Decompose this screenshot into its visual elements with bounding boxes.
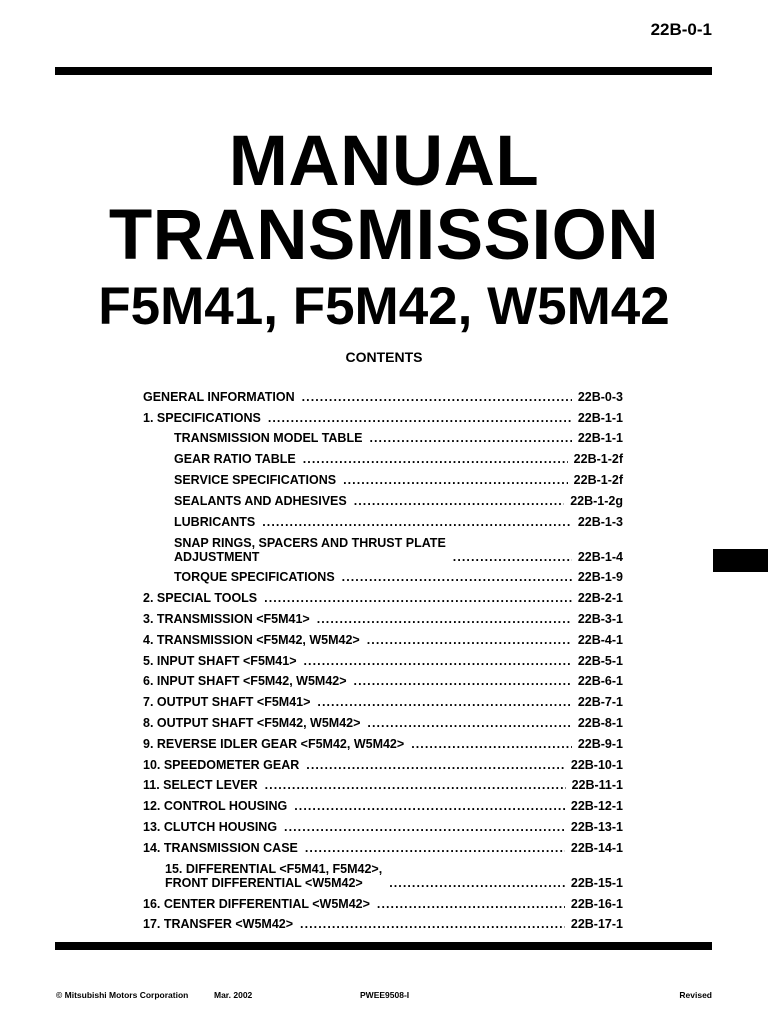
- table-of-contents: [143, 384, 623, 932]
- toc-entry[interactable]: [143, 467, 623, 488]
- toc-entry-title: GENERAL INFORMATION: [143, 389, 295, 404]
- toc-entry[interactable]: [143, 565, 623, 586]
- footer-document-code: PWEE9508-I: [360, 990, 410, 1000]
- toc-entry-page: 22B-10-1: [570, 757, 623, 772]
- toc-entry-title: 14. TRANSMISSION CASE: [143, 840, 298, 855]
- footer-copyright: © Mitsubishi Motors Corporation: [56, 990, 189, 1000]
- toc-dot-leader: [377, 897, 565, 911]
- toc-entry-page: 22B-2-1: [577, 591, 623, 606]
- toc-dot-leader: [367, 633, 572, 647]
- toc-entry-page: 22B-0-3: [577, 389, 623, 404]
- title-line-1: MANUAL: [228, 122, 540, 201]
- toc-dot-leader: [294, 799, 565, 813]
- toc-entry-title: GEAR RATIO TABLE: [174, 452, 296, 467]
- toc-entry-page: 22B-8-1: [577, 715, 623, 730]
- title-models: F5M41, F5M42, W5M42: [98, 277, 670, 336]
- toc-dot-leader: [354, 674, 572, 688]
- toc-dot-leader: [304, 654, 572, 668]
- toc-dot-leader: [317, 612, 572, 626]
- toc-dot-leader: [343, 473, 568, 487]
- toc-dot-leader: [453, 550, 572, 564]
- toc-dot-leader: [305, 841, 565, 855]
- toc-entry-title: 16. CENTER DIFFERENTIAL <W5M42>: [143, 896, 370, 911]
- toc-entry-page: 22B-1-1: [577, 431, 623, 446]
- toc-dot-leader: [389, 876, 565, 890]
- toc-entry[interactable]: [143, 835, 623, 856]
- top-rule: [55, 67, 712, 75]
- toc-entry-title: 1. SPECIFICATIONS: [143, 410, 261, 425]
- toc-entry-title: 10. SPEEDOMETER GEAR: [143, 757, 300, 772]
- toc-entry-page: 22B-6-1: [577, 674, 623, 689]
- toc-dot-leader: [303, 452, 568, 466]
- toc-dot-leader: [317, 695, 571, 709]
- toc-dot-leader: [268, 411, 572, 425]
- toc-dot-leader: [302, 390, 572, 404]
- toc-entry[interactable]: [143, 405, 623, 426]
- toc-entry[interactable]: [143, 912, 623, 933]
- toc-dot-leader: [354, 494, 564, 508]
- toc-entry-title: SERVICE SPECIFICATIONS: [174, 472, 337, 487]
- toc-entry[interactable]: [143, 689, 623, 710]
- toc-entry-page: 22B-4-1: [577, 632, 623, 647]
- toc-entry-page: 22B-16-1: [570, 896, 623, 911]
- toc-dot-leader: [265, 778, 566, 792]
- toc-dot-leader: [284, 820, 565, 834]
- toc-entry[interactable]: [143, 731, 623, 752]
- toc-entry-title: TRANSMISSION MODEL TABLE: [174, 431, 363, 446]
- toc-entry-title: LUBRICANTS: [174, 514, 256, 529]
- toc-entry-page: 22B-1-9: [577, 570, 623, 585]
- toc-entry-title: 7. OUTPUT SHAFT <F5M41>: [143, 695, 311, 710]
- toc-entry-page: 22B-1-4: [577, 549, 623, 564]
- toc-entry[interactable]: [143, 509, 623, 530]
- toc-entry[interactable]: [143, 773, 623, 794]
- toc-entry-page: 22B-1-1: [577, 410, 623, 425]
- toc-entry[interactable]: [143, 814, 623, 835]
- toc-entry-title: 8. OUTPUT SHAFT <F5M42, W5M42>: [143, 715, 361, 730]
- contents-heading: CONTENTS: [345, 349, 423, 365]
- toc-entry-page: 22B-15-1: [570, 875, 623, 890]
- toc-entry[interactable]: [143, 752, 623, 773]
- toc-entry[interactable]: [143, 793, 623, 814]
- toc-dot-leader: [369, 431, 571, 445]
- title-line-2: TRANSMISSION: [108, 196, 660, 275]
- toc-dot-leader: [411, 737, 572, 751]
- toc-entry-title: 5. INPUT SHAFT <F5M41>: [143, 653, 297, 668]
- toc-entry[interactable]: [143, 530, 623, 565]
- toc-entry-page: 22B-13-1: [570, 819, 623, 834]
- toc-entry[interactable]: [143, 384, 623, 405]
- toc-entry-page: 22B-12-1: [570, 799, 623, 814]
- toc-entry[interactable]: [143, 710, 623, 731]
- toc-entry[interactable]: [143, 446, 623, 467]
- toc-entry-page: 22B-1-2g: [570, 493, 623, 508]
- toc-entry-page: 22B-17-1: [570, 917, 623, 932]
- page-number: 22B-0-1: [650, 20, 712, 39]
- toc-entry-page: 22B-7-1: [577, 695, 623, 710]
- toc-entry-title: 12. CONTROL HOUSING: [143, 799, 288, 814]
- toc-entry-page: 22B-9-1: [577, 736, 623, 751]
- toc-dot-leader: [300, 917, 565, 931]
- toc-dot-leader: [264, 591, 572, 605]
- section-tab-marker: [713, 549, 768, 572]
- toc-dot-leader: [367, 716, 571, 730]
- toc-entry-page: 22B-1-2f: [573, 452, 623, 467]
- footer-status: Revised: [679, 990, 712, 1000]
- footer-date: Mar. 2002: [214, 990, 253, 1000]
- toc-entry-title: 6. INPUT SHAFT <F5M42, W5M42>: [143, 674, 347, 689]
- toc-entry-title: 4. TRANSMISSION <F5M42, W5M42>: [143, 632, 360, 647]
- toc-entry[interactable]: [143, 606, 623, 627]
- toc-entry-title: TORQUE SPECIFICATIONS: [174, 570, 335, 585]
- toc-entry[interactable]: [143, 856, 623, 891]
- toc-entry-title: 9. REVERSE IDLER GEAR <F5M42, W5M42>: [143, 736, 405, 751]
- toc-entry-title: 3. TRANSMISSION <F5M41>: [143, 611, 310, 626]
- toc-entry-page: 22B-3-1: [577, 611, 623, 626]
- toc-entry-title: 11. SELECT LEVER: [143, 778, 258, 793]
- toc-entry-title: SEALANTS AND ADHESIVES: [174, 493, 347, 508]
- toc-entry[interactable]: [143, 627, 623, 648]
- toc-entry[interactable]: [143, 585, 623, 606]
- toc-entry-page: 22B-1-3: [577, 514, 623, 529]
- toc-entry-page: 22B-5-1: [577, 653, 623, 668]
- toc-entry[interactable]: [143, 648, 623, 669]
- toc-entry-page: 22B-11-1: [571, 778, 623, 793]
- toc-dot-leader: [262, 515, 572, 529]
- toc-entry-title: SNAP RINGS, SPACERS AND THRUST PLATE ADJUSTMENT: [174, 535, 446, 564]
- toc-entry-page: 22B-14-1: [570, 840, 623, 855]
- toc-entry-page: 22B-1-2f: [573, 472, 623, 487]
- toc-entry[interactable]: [143, 669, 623, 690]
- toc-entry[interactable]: [143, 891, 623, 912]
- toc-entry-title: 17. TRANSFER <W5M42>: [143, 917, 294, 932]
- toc-dot-leader: [342, 570, 572, 584]
- toc-entry[interactable]: [143, 488, 623, 509]
- toc-dot-leader: [306, 758, 565, 772]
- toc-entry[interactable]: [143, 426, 623, 447]
- toc-entry-title: 15. DIFFERENTIAL <F5M41, F5M42>, FRONT DIFFERENTIAL <W5M42>: [165, 861, 383, 890]
- toc-entry-title: 2. SPECIAL TOOLS: [143, 591, 258, 606]
- toc-entry-title: 13. CLUTCH HOUSING: [143, 819, 278, 834]
- bottom-rule: [55, 942, 712, 950]
